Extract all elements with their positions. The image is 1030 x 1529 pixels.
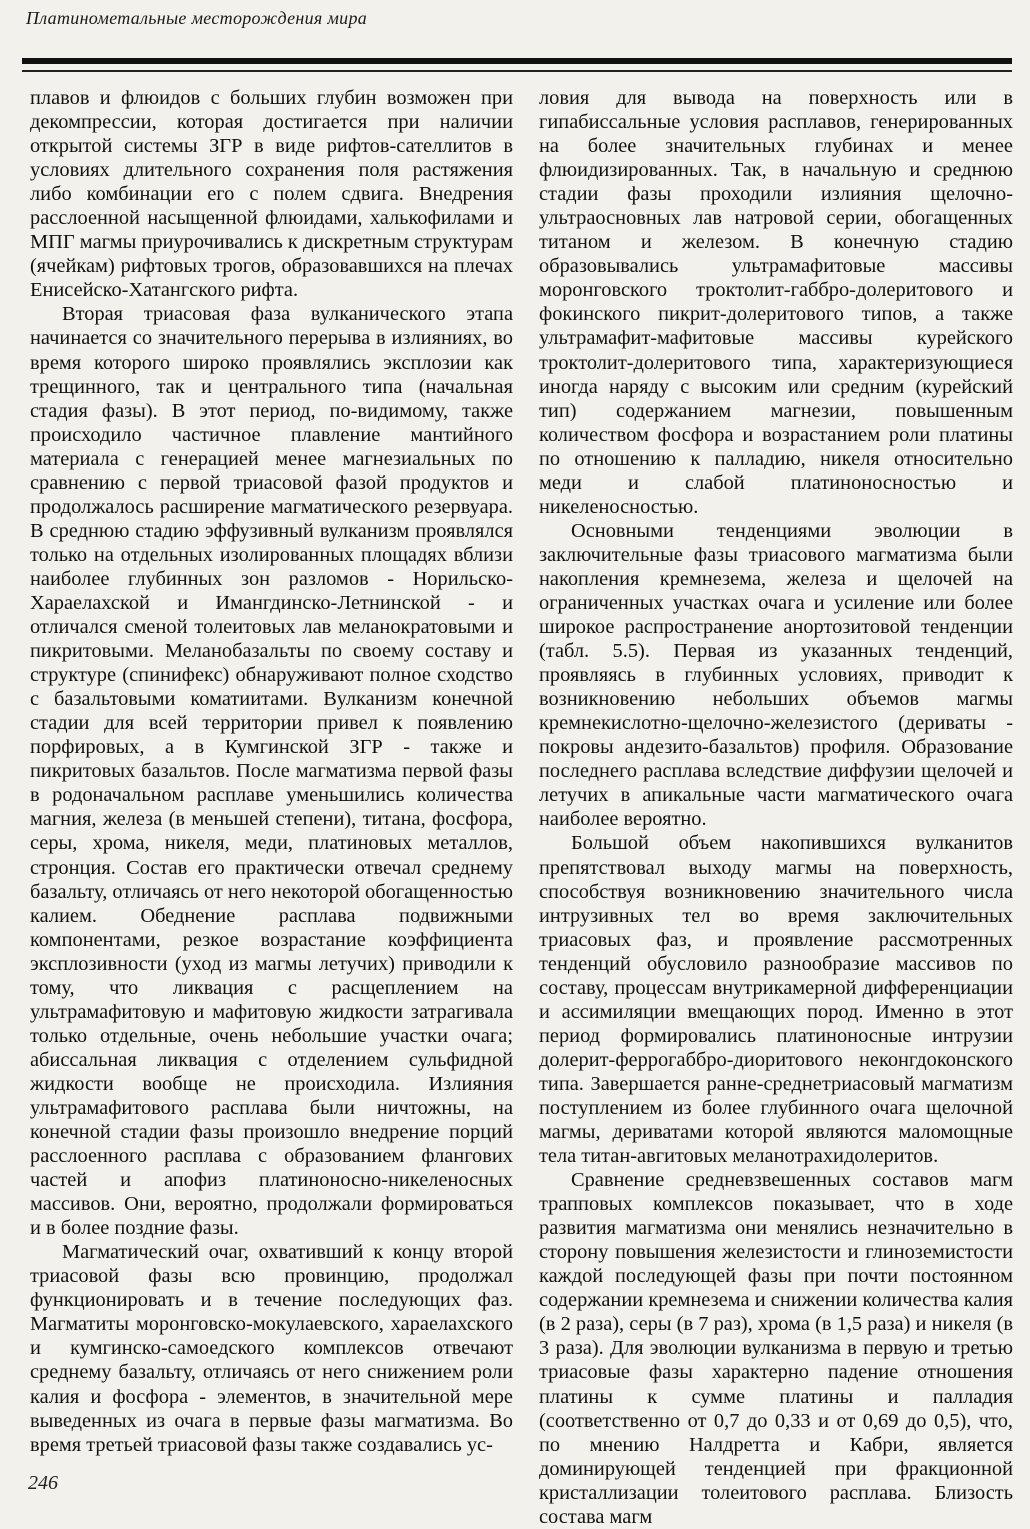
page-number: 246 <box>28 1472 58 1494</box>
right-paragraph-3: Большой объем накопившихся вулканитов препятствовал выходу магмы на поверхность, способствуя возникновению значительного числа интрузивных тел во время заключительных триасовых фаз, и проявление рассмотренных тенденций обусловило разнообразие массивов по составу, процессам внутрикамерной дифференциации и ассимиляции вмещающих пород. Именно в этот период формировались платиноносные интрузии долерит-феррогаббро-диоритового неконгдоконского типа. Завершается ранне-среднетриасовый магматизм поступлением из более глубинного очага щелочной магмы, дериватами которой являются маломощные тела титан-авгитовых меланотрахидолеритов. <box>539 832 1013 1168</box>
right-text-column <box>539 86 1013 1529</box>
right-paragraph-4: Сравнение средневзвешенных составов магм трапповых комплексов показывает, что в ходе развития магматизма они менялись незначительно в сторону повышения железистости и глиноземистости каждой последующей фазы при почти постоянном содержании кремнезема и снижении количества калия (в 2 раза), серы (в 7 раз), хрома (в 1,5 раза) и никеля (в 3 раза). Для эволюции вулканизма в первую и третью триасовые фазы характерно падение отношения платины к сумме платины и палладия (соответственно от 0,7 до 0,33 и от 0,69 до 0,5), что, по мнению Налдретта и Кабри, является доминирующей тенденцией при фракционной кристаллизации толеитового расплава. Близость состава магм <box>539 1169 1013 1528</box>
right-paragraph-1: ловия для вывода на поверхность или в гипабиссальные условия расплавов, генерированных на более значительных глубинах и менее флюидизированных. Так, в начальную и среднюю стадии фазы проходили излияния щелочно-ультраосновных лав натровой серии, обогащенных титаном и железом. В конечную стадию образовывались ультрамафитовые массивы моронговского троктолит-габбро-долеритового и фокинского пикрит-долеритового типов, а также ультрамафит-мафитовые массивы курейского троктолит-долеритового типа, характеризующиеся иногда наряду с высоким или средним (курейский тип) содержанием магнезии, повышенным количеством фосфора и возрастанием роли платины по отношению к палладию, никеля относительно меди и слабой платиноносностью и никеленосностью. <box>539 87 1013 518</box>
right-paragraph-2: Основными тенденциями эволюции в заключительные фазы триасового магматизма были накопления кремнезема, железа и щелочей на ограниченных участках очага и усиление или более широкое распространение анортозитовой тенденции (табл. 5.5). Первая из указанных тенденций, проявляясь в глубинных условиях, приводит к возникновению небольших объемов магмы кремнекислотно-щелочно-железистого (дериваты - покровы андезито-базальтов) профиля. Образование последнего расплава вследствие диффузии щелочей и летучих в апикальные части магматического очага наиболее вероятно. <box>539 519 1013 831</box>
running-header-title: Платинометальные месторождения мира <box>26 8 368 28</box>
left-text-column <box>30 86 513 1457</box>
header-rule-thick <box>22 58 1012 64</box>
left-paragraph-3: Магматический очаг, охвативший к концу второй триасовой фазы всю провинцию, продолжал функционировать и в течение последующих фаз. Магматиты моронговско-мокулаевского, хараелахского и кумгинско-самоедского комплексов отвечают среднему базальту, отличаясь от него снижением роли калия и фосфора - элементов, в значительной мере выведенных из очага в первые фазы магматизма. Во время третьей триасовой фазы также создавались ус- <box>30 1241 513 1456</box>
left-paragraph-2: Вторая триасовая фаза вулканического этапа начинается со значительного перерыва в излияниях, во время которого широко проявлялись эксплозии как трещинного, так и центрального типа (начальная стадия фазы). В этот период, по-видимому, также происходило частичное плавление мантийного материала с генерацией менее магнезиальных по сравнению с первой триасовой фазой продуктов и продолжалось расширение магматического резервуара. В среднюю стадию эффузивный вулканизм проявлялся только на отдельных изолированных площадях вблизи наиболее глубинных зон разломов - Норильско-Хараелахской и Имангдинско-Летнинской - и отличался сменой толеитовых лав меланократовыми и пикритовыми. Меланобазальты по своему составу и структуре (спинифекс) обнаруживают полное сходство с базальтовыми коматиитами. Вулканизм конечной стадии для всей территории привел к появлению порфировых, а в Кумгинской ЗГР - также и пикритовых базальтов. После магматизма первой фазы в родоначальном расплаве уменьшились количества магния, железа (в меньшей степени), титана, фосфора, серы, хрома, никеля, меди, платиновых металлов, стронция. Состав его практически отвечал среднему базальту, отличаясь от него некоторой обогащенностью калием. Обеднение расплава подвижными компонентами, резкое возрастание коэффициента эксплозивности (уход из магмы летучих) приводили к тому, что ликвация с расщеплением на ультрамафитовую и мафитовую жидкости затрагивала только отдельные, очень небольшие участки очага; абиссальная ликвация с отделением сульфидной жидкости вообще не происходила. Излияния ультрамафитового расплава были ничтожны, на конечной стадии фазы произошло внедрение порций расслоенного расплава с образованием флангових частей и апофиз платиноносно-никеленосных массивов. Они, вероятно, продолжали формироваться и в более поздние фазы. <box>30 303 513 1240</box>
left-paragraph-1: плавов и флюидов с больших глубин возможен при декомпрессии, которая достигается при наличии открытой системы ЗГР в виде рифтов-сателлитов в условиях длительного сохранения поля растяжения либо комбинации его с полем сдвига. Внедрения расслоенной насыщенной флюидами, халькофилами и МПГ магмы приурочивались к дискретным структурам (ячейкам) рифтовых трогов, образовавшихся на плечах Енисейско-Хатангского рифта. <box>30 87 513 302</box>
header-rule-thin <box>22 70 1012 72</box>
